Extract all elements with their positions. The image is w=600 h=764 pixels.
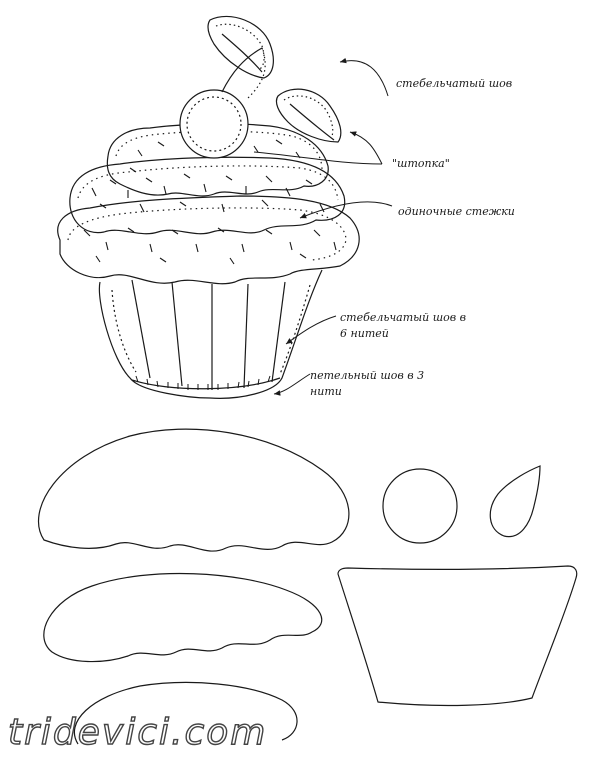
leaf-top-vein (222, 34, 262, 72)
wrapper-outline (99, 270, 322, 398)
template-leaf (490, 466, 540, 537)
template-frosting-medium (44, 574, 322, 662)
watermark: tridevici.com (8, 712, 268, 753)
label-stem-stitch: стебельчатый шов (396, 77, 513, 90)
label-stem-stitch-6 (340, 310, 466, 342)
cupcake-assembled (58, 16, 359, 398)
template-cherry (383, 469, 457, 543)
frosting-bottom-stitch (68, 208, 346, 260)
sprinkles (84, 140, 336, 264)
leaf-top-outline (208, 16, 273, 78)
label-buttonhole-line2: нити (310, 385, 342, 398)
cherry-outline (180, 90, 248, 158)
wrapper-stitch-right (280, 285, 310, 374)
leaf-right-stitch (284, 96, 333, 136)
label-buttonhole-line1: петельный шов в 3 (310, 369, 425, 382)
cupcake-wrapper (99, 270, 322, 398)
cherry (180, 90, 248, 158)
wrapper-pleat (132, 280, 150, 378)
leaf-top (208, 16, 273, 78)
leaf-right-outline (276, 89, 340, 142)
leader-single-stitches (300, 202, 392, 218)
leaf-right (276, 89, 340, 142)
leaf-top-stitch (216, 24, 264, 70)
label-buttonhole (310, 368, 424, 400)
wrapper-pleat (244, 284, 248, 388)
template-frosting-large (39, 429, 349, 551)
frosting-bottom-outline (58, 196, 359, 284)
label-stem-stitch-6-line1: стебельчатый шов в (340, 311, 467, 324)
leader-stem-stitch (340, 61, 388, 96)
leader-buttonhole (274, 374, 310, 394)
wrapper-pleat (172, 282, 182, 386)
template-wrapper (338, 566, 577, 705)
label-single-stitches: одиночные стежки (398, 205, 515, 218)
template-pieces (39, 429, 577, 744)
leaf-right-vein (290, 104, 334, 140)
leader-darning (350, 132, 382, 164)
label-stem-stitch-6-line2: 6 нитей (340, 327, 389, 340)
label-darning: "штопка" (392, 157, 450, 170)
leader-stem-stitch-6 (286, 316, 336, 344)
wrapper-stitch-left (112, 290, 136, 372)
buttonhole-ticks (136, 376, 270, 390)
frosting-layer-bottom (58, 196, 359, 284)
